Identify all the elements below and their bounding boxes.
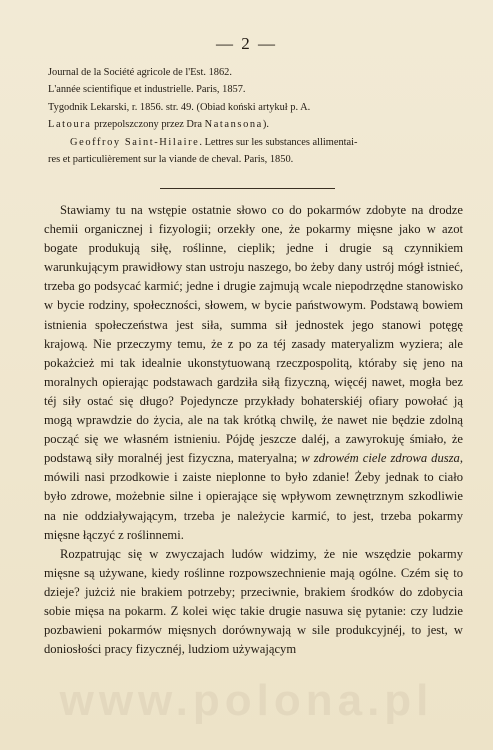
watermark: www.polona.pl [59,676,434,725]
reference-text: przepolszczony przez Dra [91,119,205,131]
references-list [48,64,448,168]
section-divider [160,188,335,189]
reference-text: ). [262,119,269,131]
body-text [44,201,463,659]
reference-item [48,134,448,151]
reference-author: Latoura [48,119,92,131]
reference-item-continuation [48,116,448,133]
paragraph-text: Stawiamy tu na wstępie ostatnie słowo co do pokarmów zdobyte na drodze chemii organicznej i fizyologii; orzekły one, że pokarmy mięsne jako w azot bogate produkują siłę, roślinne, cieplik; jedne i drugie są czynnikiem warunkującym prawidłowy stan ustroju naszego, bo żeby dany ustrój mógł istnieć, trzeba go podsycać karmić; jedne i drugie zajmują wcale niepodrzędne stanowisko w bycie rodziny, społeczności, słowem, w bycie państwowym. Podstawą bowiem istnienia społeczeństwa jest siła, summa sił jednostek jego stanowi potęgę krajową. Nie przeczymy temu, że z po za téj zasady materyalizm wyziera; ale pokażcież mi tak idealnie ukonstytuowaną rzeczpospolitą, któraby się jeno na moralnych opierając podstawach gardziła siłą fizyczną, więcéj nawet, mogła bez téj siły ostać się długo? Pojedyncze przykłady bohaterskiéj ofiary powołać ją mogą wprawdzie do życia, ale na tak krótką chwilę, że nawet nie będzie zdolną począć się we własném istnieniu. Pójdę jeszcze daléj, a zawyrokuję śmiało, że podstawą siły moralnéj jest fizyczna, materyalna; [44,203,463,466]
reference-item: Journal de la Société agricole de l'Est. 1862. [48,67,232,78]
reference-text: . Lettres sur les substances allimentai- [199,136,358,148]
reference-item: Tygodnik Lekarski, r. 1856. str. 49. (Obiad koński artykuł p. A. [48,101,311,113]
reference-author: Geoffroy Saint-Hilaire [70,136,200,148]
paragraph-text: , mówili nasi przodkowie i zaiste nieplonne to było zdanie! Żeby jednak to ciało było zdrowe, możebnie silne i opierające się wpływom zewnętrznym szkodliwie na nie oddziaływającym, trzeba je należycie karmić, to jest, trzeba pokarmy mięsne łączyć z roślinnemi. [44,451,464,542]
reference-item: L'année scientifique et industrielle. Paris, 1857. [48,84,246,96]
italic-quote: w zdrowém ciele zdrowa dusza [301,451,460,466]
reference-author: Natansona [204,119,263,131]
paragraph [44,201,463,545]
reference-item-continuation: res et particulièrement sur la viande de cheval. Paris, 1850. [48,154,294,166]
paragraph: Rozpatrując się w zwyczajach ludów widzimy, że nie wszędzie pokarmy mięsne są używane, kiedy roślinne rozpowszechnienie mają ogólne. Czém się to dzieje? jużciż nie brakiem potrzeby; przeciwnie, brakiem środków do zdobycia sobie mięsa na pokarm. Z kolei więc takie drugie nasuwa się pytanie: czy ludzie pozbawieni pokarmów mięsnych dorównywają w sile produkcyjnéj, to jest, w doniosłości pracy fizycznéj, ludziom używającym [44,546,463,657]
page-number: — 2 — [216,34,277,53]
